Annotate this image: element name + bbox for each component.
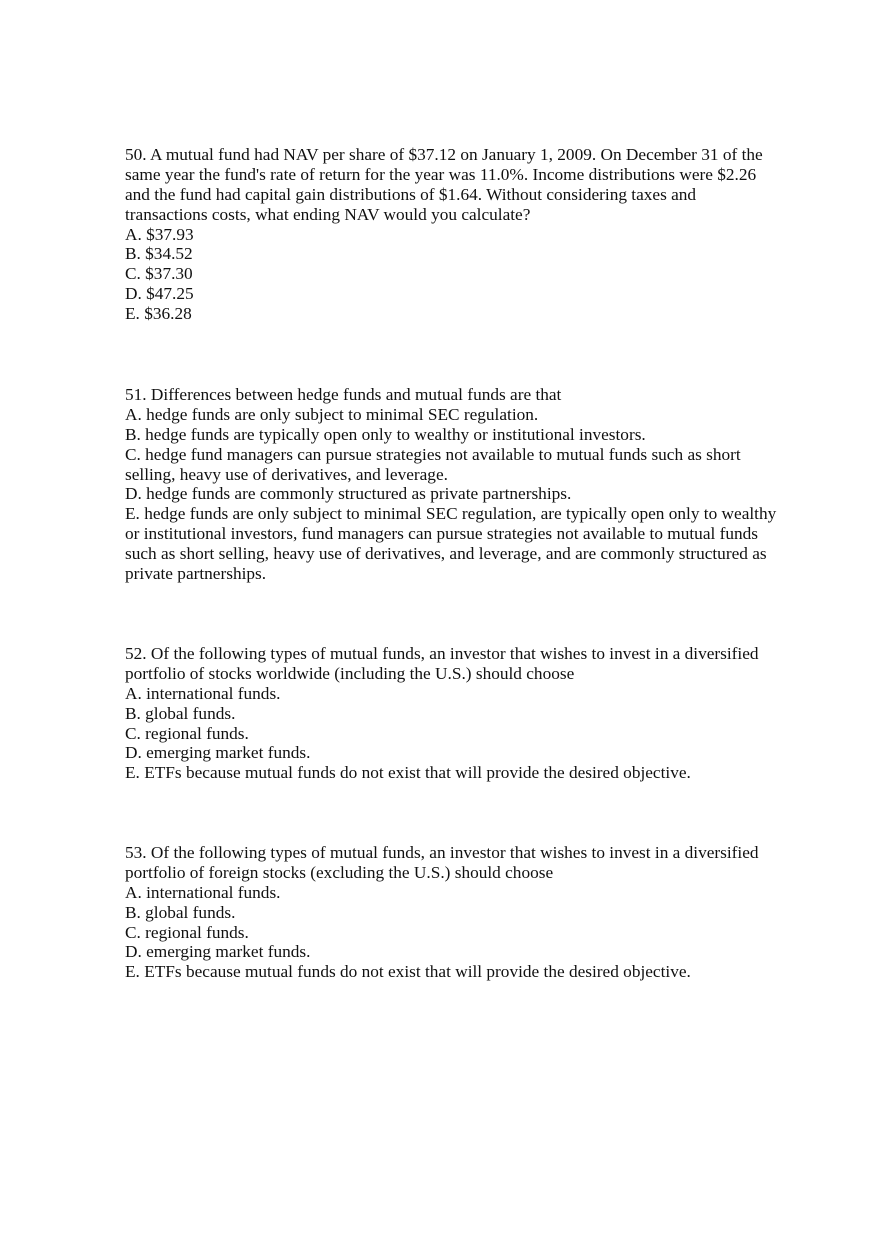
question-line: portfolio of stocks worldwide (including the U.S.) should choose	[125, 663, 575, 683]
question-line: C. $37.30	[125, 264, 193, 284]
question-line: E. ETFs because mutual funds do not exist that will provide the desired objective.	[125, 962, 691, 982]
question-line: B. $34.52	[125, 244, 193, 264]
question-line: or institutional investors, fund managers can pursue strategies not available to mutual funds	[125, 524, 759, 544]
question-line: D. emerging market funds.	[125, 743, 311, 763]
question-line: private partnerships.	[125, 564, 267, 584]
question-line: D. $47.25	[125, 284, 194, 304]
question-line: B. global funds.	[125, 703, 236, 723]
question-line: selling, heavy use of derivatives, and leverage.	[125, 464, 448, 484]
question-text: 50. A mutual fund had NAV per share of $37.12 on January 1, 2009. On December 31 of the	[125, 145, 763, 164]
question-line: C. hedge fund managers can pursue strategies not available to mutual funds such as short	[125, 444, 741, 464]
question-text: 52. Of the following types of mutual funds, an investor that wishes to invest in a diversified	[125, 644, 759, 663]
question-53	[125, 843, 825, 982]
question-line: such as short selling, heavy use of derivatives, and leverage, and are commonly structured as	[125, 544, 767, 564]
question-line: D. hedge funds are commonly structured as private partnerships.	[125, 484, 572, 504]
question-line: D. emerging market funds.	[125, 942, 311, 962]
question-line: transactions costs, what ending NAV would you calculate?	[125, 204, 531, 224]
question-text: 53. Of the following types of mutual funds, an investor that wishes to invest in a diversified	[125, 843, 759, 862]
question-52	[125, 644, 825, 783]
question-line: A. international funds.	[125, 882, 281, 902]
question-text: 51. Differences between hedge funds and mutual funds are that	[125, 385, 562, 404]
question-line: A. $37.93	[125, 224, 194, 244]
question-line: A. international funds.	[125, 683, 281, 703]
question-line: A. hedge funds are only subject to minimal SEC regulation.	[125, 404, 539, 424]
question-line: C. regional funds.	[125, 723, 249, 743]
question-50	[125, 145, 825, 324]
question-line: and the fund had capital gain distributions of $1.64. Without considering taxes and	[125, 184, 697, 204]
question-line: E. $36.28	[125, 304, 192, 324]
question-line: same year the fund's rate of return for the year was 11.0%. Income distributions were $2.26	[125, 164, 757, 184]
question-line: C. regional funds.	[125, 922, 249, 942]
question-line: B. hedge funds are typically open only to wealthy or institutional investors.	[125, 424, 646, 444]
question-line: B. global funds.	[125, 902, 236, 922]
question-51	[125, 385, 825, 584]
question-line: E. hedge funds are only subject to minimal SEC regulation, are typically open only to wealthy	[125, 504, 777, 524]
question-line: E. ETFs because mutual funds do not exist that will provide the desired objective.	[125, 763, 691, 783]
question-line: portfolio of foreign stocks (excluding the U.S.) should choose	[125, 862, 554, 882]
